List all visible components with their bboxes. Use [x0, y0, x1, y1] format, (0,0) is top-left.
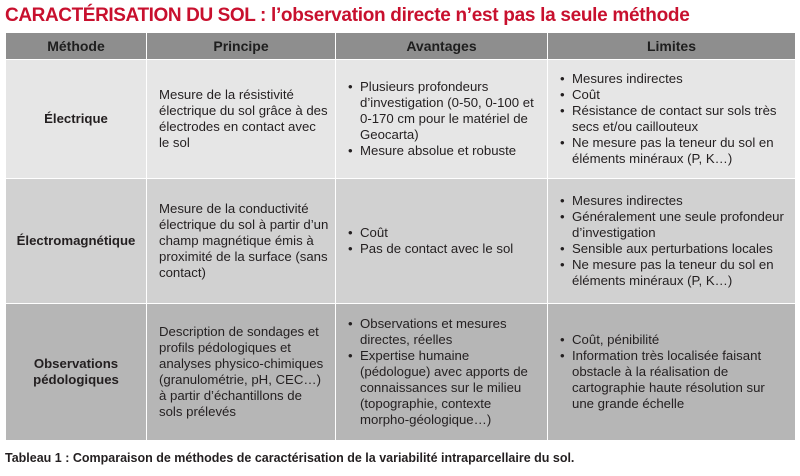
list-item: • Mesures indirectes [560, 71, 789, 87]
limites-list [560, 332, 789, 412]
avantages-list [348, 79, 541, 159]
limites-cell [548, 179, 796, 304]
table-header-row [6, 33, 796, 60]
table-row-electrique [6, 60, 796, 179]
list-item: • Information très localisée faisant obstacle à la réalisation de cartographie haute résolution sur une grande échelle [560, 348, 789, 412]
avantages-cell [336, 179, 548, 304]
table-row-observations [6, 304, 796, 441]
list-item: • Coût [348, 225, 541, 241]
list-item: • Résistance de contact sur sols très secs et/ou caillouteux [560, 103, 789, 135]
list-item: • Mesures indirectes [560, 193, 789, 209]
title-subtitle: l’observation directe n’est pas la seule méthode [265, 5, 690, 26]
list-item: • Ne mesure pas la teneur du sol en éléments minéraux (P, K…) [560, 257, 789, 289]
list-item: • Pas de contact avec le sol [348, 241, 541, 257]
header-principe: Principe [147, 33, 336, 60]
list-item: • Sensible aux perturbations locales [560, 241, 789, 257]
method-cell: Observations pédologiques [6, 304, 147, 441]
list-item: • Coût [560, 87, 789, 103]
limites-cell [548, 304, 796, 441]
comparison-table [5, 32, 796, 441]
principe-cell: Description de sondages et profils pédologiques et analyses physico-chimiques (granulométrie, pH, CEC…) à partir d’échantillons de sols prélevés [147, 304, 336, 441]
principe-cell: Mesure de la résistivité électrique du sol grâce à des électrodes en contact avec le sol [147, 60, 336, 179]
table-row-electromagnetique [6, 179, 796, 304]
list-item: • Plusieurs profondeurs d’investigation (0-50, 0-100 et 0-170 cm pour le matériel de Geocarta) [348, 79, 541, 143]
principe-cell: Mesure de la conductivité électrique du sol à partir d’un champ magnétique émis à proximité de la surface (sans contact) [147, 179, 336, 304]
limites-list [560, 71, 789, 167]
list-item: • Généralement une seule profondeur d’investigation [560, 209, 789, 241]
list-item: • Mesure absolue et robuste [348, 143, 541, 159]
list-item: • Observations et mesures directes, réelles [348, 316, 541, 348]
avantages-cell [336, 304, 548, 441]
method-cell: Électromagnétique [6, 179, 147, 304]
header-methode: Méthode [6, 33, 147, 60]
list-item: • Coût, pénibilité [560, 332, 789, 348]
header-avantages: Avantages [336, 33, 548, 60]
method-cell: Électrique [6, 60, 147, 179]
title-main: CARACTÉRISATION DU SOL : [5, 5, 266, 26]
list-item: • Ne mesure pas la teneur du sol en éléments minéraux (P, K…) [560, 135, 789, 167]
list-item: • Expertise humaine (pédologue) avec apports de connaissances sur le milieu (topographie, contexte morpho-géologique…) [348, 348, 541, 428]
table-title [5, 3, 797, 29]
table-caption: Tableau 1 : Comparaison de méthodes de caractérisation de la variabilité intraparcellaire du sol. [5, 451, 575, 465]
limites-list [560, 193, 789, 289]
avantages-list [348, 316, 541, 428]
limites-cell [548, 60, 796, 179]
avantages-cell [336, 60, 548, 179]
avantages-list [348, 225, 541, 257]
header-limites: Limites [548, 33, 796, 60]
